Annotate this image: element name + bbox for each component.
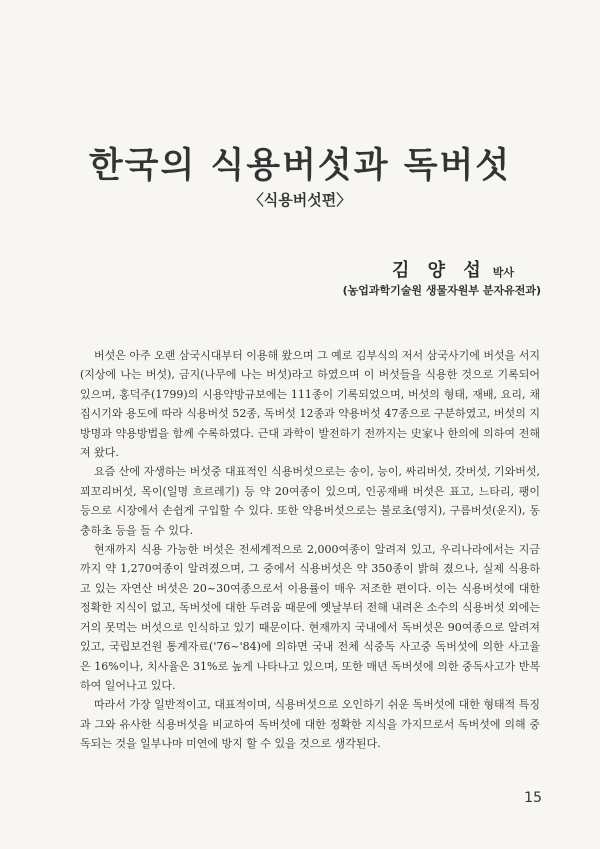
paragraph: 버섯은 아주 오랜 삼국시대부터 이용해 왔으며 그 예로 김부식의 저서 삼국사기에 버섯을 서지(지상에 나는 버섯), 금지(나무에 나는 버섯)라고 하였으며 이 버섯들을 식용한 것으로 기록되어 있으며, 홍덕주(1799)의 시용약방규보에는 111종이 기록되었으며, 버섯의 형태, 재배, 요리, 채집시기와 용도에 따라 식용버섯 52종, 독버섯 12종과 약용버섯 47종으로 구분하였고, 버섯의 지방명과 약용방법을 함께 수록하였다. 근대 과학이 발전하기 전까지는 史家나 한의에 의하여 전해져 왔다.: [80, 349, 540, 460]
paragraph: 따라서 가장 일반적이고, 대표적이며, 식용버섯으로 오인하기 쉬운 독버섯에 대한 형태적 특징과 그와 유사한 식용버섯을 비교하여 독버섯에 대한 정확한 지식을 가지므로서 독버섯에 의해 중독되는 것을 일부나마 미연에 방지 할 수 있을 것으로 생각된다.: [80, 698, 540, 751]
article-subtitle: 〈식용버섯편〉: [248, 191, 352, 209]
author-affiliation: (농업과학기술원 생물자원부 분자유전과): [342, 284, 541, 297]
article-body: [80, 346, 540, 754]
paragraph: 현재까지 식용 가능한 버섯은 전세계적으로 2,000여종이 알려져 있고, 우리나라에서는 지금까지 약 1,270여종이 알려졌으며, 그 중에서 식용버섯은 약 350종이 밝혀 졌으나, 실제 식용하고 있는 자연산 버섯은 20~30여종으로서 이용률이 매우 저조한 편이다. 이는 식용버섯에 대한 정확한 지식이 없고, 독버섯에 대한 두려움 때문에 옛날부터 전해 내려온 소수의 식용버섯 외에는 거의 못먹는 버섯으로 인식하고 있기 때문이다. 현재까지 국내에서 독버섯은 90여종으로 알려져 있고, 국립보건원 통계자료('76~'84)에 의하면 국내 전체 식중독 사고중 독버섯에 의한 사고율은 16%이나, 치사율은 31%로 높게 나타나고 있으며, 또한 매년 독버섯에 의한 중독사고가 반복하여 일어나고 있다.: [80, 543, 540, 692]
paragraph: 요즘 산에 자생하는 버섯중 대표적인 식용버섯으로는 송이, 능이, 싸리버섯, 갓버섯, 기와버섯, 꾀꼬리버섯, 목이(일명 흐르레기) 등 약 20여종이 있으며, 인공재배 버섯은 표고, 느타리, 팽이 등으로 시장에서 손쉽게 구입할 수 있다. 또한 약용버섯으로는 불로초(영지), 구름버섯(운지), 동충하초 등을 들 수 있다.: [80, 465, 540, 537]
page-number: 15: [524, 790, 542, 806]
author-name: 김 양 섭: [392, 260, 487, 281]
article-title: 한국의 식용버섯과 독버섯: [88, 146, 512, 186]
author-line: [392, 256, 514, 282]
author-title: 박사: [492, 266, 514, 279]
